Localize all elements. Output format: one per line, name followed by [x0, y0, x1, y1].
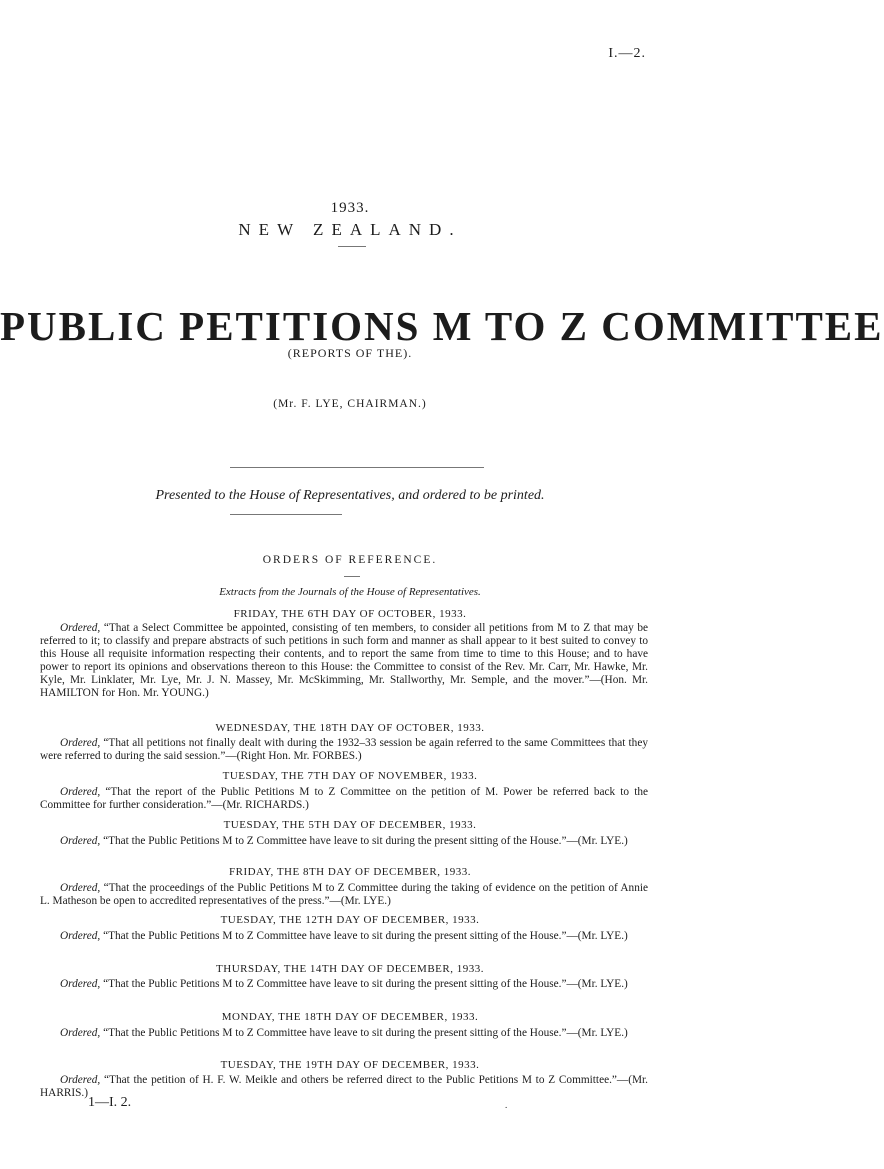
chairman-line: (Mr. F. LYE, CHAIRMAN.) [273, 398, 427, 410]
order-entry [40, 978, 648, 991]
order-text: “That a Select Committee be appointed, consisting of ten members, to consider all petitions from M to Z that may be referred to it; to classify and prepare abstracts of such petitions in such form and manner as shall appear to it best suited to convey to this House all requisite information respecting their contents, and to report the same from time to time to this House; and to have power to report its opinions and observations thereon to this House: the Committee to consist of the Rev. Mr. Carr, Mr. Hawke, Mr. Kyle, Mr. Linklater, Mr. Lye, Mr. J. N. Massey, Mr. McSkimming, Mr. Stallworthy, Mr. Semple, and the mover.”—(Hon. Mr. HAMILTON for Hon. Mr. YOUNG.) [40, 622, 648, 699]
order-text: “That the petition of H. F. W. Meikle and others be referred direct to the Public Petitions M to Z Committee.”—(Mr. HARRIS.) [40, 1074, 648, 1099]
entry-date: TUESDAY, THE 7TH DAY OF NOVEMBER, 1933. [222, 770, 478, 782]
order-entry [40, 930, 648, 943]
page-signature: 1—I. 2. [88, 1095, 132, 1110]
order-entry [40, 1074, 648, 1100]
sub-title: (REPORTS OF THE). [287, 346, 413, 360]
entry-date: TUESDAY, THE 5TH DAY OF DECEMBER, 1933. [223, 819, 477, 831]
entry-date: TUESDAY, THE 19TH DAY OF DECEMBER, 1933. [220, 1059, 480, 1071]
entry-date: FRIDAY, THE 8TH DAY OF DECEMBER, 1933. [229, 866, 471, 878]
order-text: “That the report of the Public Petitions M to Z Committee on the petition of M. Power be referred back to the Committee for further consideration.”—(Mr. RICHARDS.) [40, 786, 648, 811]
ordered-label: Ordered, [60, 1074, 101, 1086]
order-entry [40, 882, 648, 908]
order-entry [40, 622, 648, 700]
country-name: NEW ZEALAND. [238, 220, 462, 239]
entry-date: MONDAY, THE 18TH DAY OF DECEMBER, 1933. [221, 1011, 479, 1023]
printer-mark: . [505, 1100, 508, 1110]
order-text: “That the Public Petitions M to Z Committee have leave to sit during the present sitting of the House.”—(Mr. LYE.) [103, 978, 628, 990]
ordered-label: Ordered, [60, 882, 101, 894]
entry-date: THURSDAY, THE 14TH DAY OF DECEMBER, 1933. [216, 963, 484, 975]
order-text: “That the Public Petitions M to Z Committee have leave to sit during the present sitting of the House.”—(Mr. LYE.) [103, 1027, 628, 1039]
order-text: “That all petitions not finally dealt with during the 1932–33 session be again referred to the same Committees that they were referred to during the said session.”—(Right Hon. Mr. FORBES.) [40, 737, 648, 762]
short-divider [338, 246, 366, 247]
ordered-label: Ordered, [60, 622, 101, 634]
orders-of-reference-heading: ORDERS OF REFERENCE. [262, 554, 438, 566]
order-text: “That the proceedings of the Public Petitions M to Z Committee during the taking of evidence on the petition of Annie L. Matheson be open to accredited representatives of the press.”—(Mr. LYE.) [40, 882, 649, 907]
order-text: “That the Public Petitions M to Z Committee have leave to sit during the present sitting of the House.”—(Mr. LYE.) [103, 930, 628, 942]
order-entry [40, 1027, 648, 1040]
main-title: PUBLIC PETITIONS M TO Z COMMITTEE [0, 303, 884, 349]
order-text: “That the Public Petitions M to Z Committee have leave to sit during the present sitting of the House.”—(Mr. LYE.) [103, 835, 628, 847]
ordered-label: Ordered, [60, 737, 101, 749]
entry-date: TUESDAY, THE 12TH DAY OF DECEMBER, 1933. [220, 914, 480, 926]
presented-line: Presented to the House of Representatives, and ordered to be printed. [155, 488, 545, 503]
heading-dash [344, 576, 360, 577]
order-entry [40, 737, 648, 763]
divider-top [230, 467, 484, 468]
ordered-label: Ordered, [60, 835, 101, 847]
year: 1933. [330, 200, 370, 216]
ordered-label: Ordered, [60, 786, 101, 798]
order-entry [40, 835, 648, 848]
order-entry [40, 786, 648, 812]
entry-date: WEDNESDAY, THE 18TH DAY OF OCTOBER, 1933. [215, 722, 485, 734]
ordered-label: Ordered, [60, 1027, 101, 1039]
extracts-subheading: Extracts from the Journals of the House of Representatives. [219, 586, 481, 598]
entry-date: FRIDAY, THE 6TH DAY OF OCTOBER, 1933. [233, 608, 467, 620]
document-reference-code: I.—2. [608, 46, 646, 61]
ordered-label: Ordered, [60, 978, 101, 990]
ordered-label: Ordered, [60, 930, 101, 942]
divider-bottom [230, 514, 342, 515]
